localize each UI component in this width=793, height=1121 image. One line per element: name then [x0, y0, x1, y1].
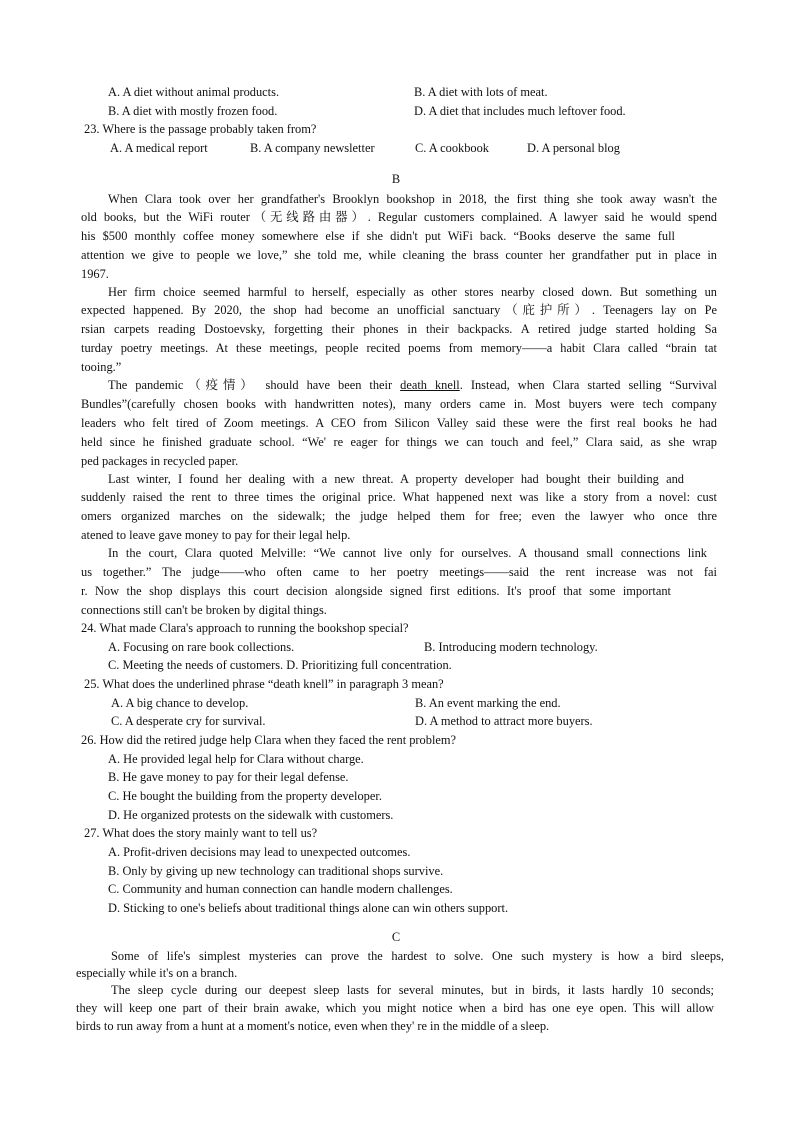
q26-option-a: A. He provided legal help for Clara without charge.	[108, 752, 364, 766]
q24-option-b: B. Introducing modern technology.	[424, 640, 598, 654]
q22-option-a: A. A diet without animal products.	[108, 85, 280, 99]
b-p1-line1: When Clara took over her grandfather's Brooklyn bookshop in 2018, the first thing she took away wasn't the	[108, 192, 717, 206]
b-p4-line2: suddenly raised the rent to three times the original price. What happened next was like a story from a novel: cust	[81, 490, 717, 504]
q22-option-c: B. A diet with mostly frozen food.	[108, 104, 278, 118]
q27-question: 27. What does the story mainly want to tell us?	[84, 826, 318, 840]
b-p1-line3: his $500 monthly coffee money somewhere else if she didn't put WiFi back. “Books deserve the same full	[81, 229, 675, 243]
q23-option-d: D. A personal blog	[527, 141, 620, 155]
b-p1-line5: 1967.	[81, 267, 109, 281]
q22-option-d: D. A diet that includes much leftover food.	[414, 104, 626, 118]
q25-option-c: C. A desperate cry for survival.	[111, 714, 266, 728]
q23-option-b: B. A company newsletter	[250, 141, 375, 155]
b-p3-line1	[108, 378, 717, 393]
death-knell-underlined: death knell	[400, 378, 460, 392]
q27-option-c: C. Community and human connection can handle modern challenges.	[108, 882, 453, 896]
b-p3-line4: held since he finished graduate school. “We' re eager for things we can touch and feel,” Clara said, as she wrap	[81, 435, 717, 449]
b-p2-line4: turday poetry meetings. At these meetings, people recited poems from memory——a habit Clara called “brain tat	[81, 341, 717, 355]
b-p3-line2: Bundles”(carefully chosen books with handwritten notes), many orders came in. Most buyers were tech company	[81, 397, 717, 411]
q26-option-c: C. He bought the building from the property developer.	[108, 789, 382, 803]
q24-question: 24. What made Clara's approach to running the bookshop special?	[81, 621, 409, 635]
q25-option-d: D. A method to attract more buyers.	[415, 714, 593, 728]
q25-option-a: A. A big chance to develop.	[111, 696, 249, 710]
q23-option-c: C. A cookbook	[415, 141, 490, 155]
b-p2-line2: expected happened. By 2020, the shop had become an unofficial sanctuary（庇护所）. Teenagers lay on Pe	[81, 303, 717, 317]
b-p4-line3: omers organized marches on the sidewalk; the judge helped them for free; even the lawyer who once thre	[81, 509, 717, 523]
section-c-heading: C	[391, 930, 401, 944]
q24-option-cd: C. Meeting the needs of customers. D. Prioritizing full concentration.	[108, 658, 452, 672]
c-p1-line2: especially while it's on a branch.	[76, 966, 238, 980]
c-p2-line2: they will keep one part of their brain awake, which you might notice when a bird has one eye open. This will allow	[76, 1001, 714, 1015]
b-p3-line5: ped packages in recycled paper.	[81, 454, 239, 468]
q27-option-d: D. Sticking to one's beliefs about traditional things alone can win others support.	[108, 901, 509, 915]
c-p1-line1: Some of life's simplest mysteries can prove the hardest to solve. One such mystery is how a bird sleeps,	[111, 949, 724, 963]
b-p3-line1-end: . Instead, when Clara started selling “Survival	[459, 378, 717, 392]
q25-option-b: B. An event marking the end.	[415, 696, 561, 710]
c-p2-line3: birds to run away from a hunt at a moment's notice, even when they' re in the middle of a sleep.	[76, 1019, 550, 1033]
b-p5-line1: In the court, Clara quoted Melville: “We cannot live only for ourselves. A thousand small connections link	[108, 546, 707, 560]
q23-option-a: A. A medical report	[110, 141, 208, 155]
c-p2-line1: The sleep cycle during our deepest sleep lasts for several minutes, but in birds, it lasts hardly 10 seconds;	[111, 983, 714, 997]
q26-option-d: D. He organized protests on the sidewalk with customers.	[108, 808, 394, 822]
b-p2-line1: Her firm choice seemed harmful to herself, especially as other stores nearby closed down. But something un	[108, 285, 717, 299]
b-p2-line5: tooing.”	[81, 360, 122, 374]
q26-option-b: B. He gave money to pay for their legal defense.	[108, 770, 349, 784]
q25-question: 25. What does the underlined phrase “death knell” in paragraph 3 mean?	[84, 677, 444, 691]
b-p5-line2: us together.” The judge——who often came to her poetry meetings——said the rent increase was not fai	[81, 565, 717, 579]
q22-option-b: B. A diet with lots of meat.	[414, 85, 548, 99]
b-p5-line4: connections still can't be broken by digital things.	[81, 603, 327, 617]
b-p4-line4: atened to leave gave money to pay for their legal help.	[81, 528, 351, 542]
q27-option-b: B. Only by giving up new technology can traditional shops survive.	[108, 864, 444, 878]
q26-question: 26. How did the retired judge help Clara when they faced the rent problem?	[81, 733, 457, 747]
section-b-heading: B	[391, 172, 401, 186]
b-p4-line1: Last winter, I found her dealing with a new threat. A property developer had bought their building and	[108, 472, 684, 486]
b-p2-line3: rsian carpets reading Dostoevsky, forgetting their phones in their backpacks. A retired judge started holding Sa	[81, 322, 717, 336]
q24-option-a: A. Focusing on rare book collections.	[108, 640, 295, 654]
b-p1-line2: old books, but the WiFi router（无线路由器）. Regular customers complained. A lawyer said he would spend	[81, 210, 717, 224]
b-p5-line3: r. Now the shop displays this court decision alongside signed first editions. It's proof that some important	[81, 584, 671, 598]
b-p3-line1-start: The pandemic（疫情） should have been their	[108, 378, 401, 392]
q27-option-a: A. Profit-driven decisions may lead to unexpected outcomes.	[108, 845, 411, 859]
b-p3-line3: leaders who felt tired of Zoom meetings. A CEO from Silicon Valley said these were the first real books he had	[81, 416, 717, 430]
b-p1-line4: attention we give to people we love,” she told me, while cleaning the brass counter her grandfather put in place in	[81, 248, 717, 262]
q23-question: 23. Where is the passage probably taken from?	[84, 122, 317, 136]
